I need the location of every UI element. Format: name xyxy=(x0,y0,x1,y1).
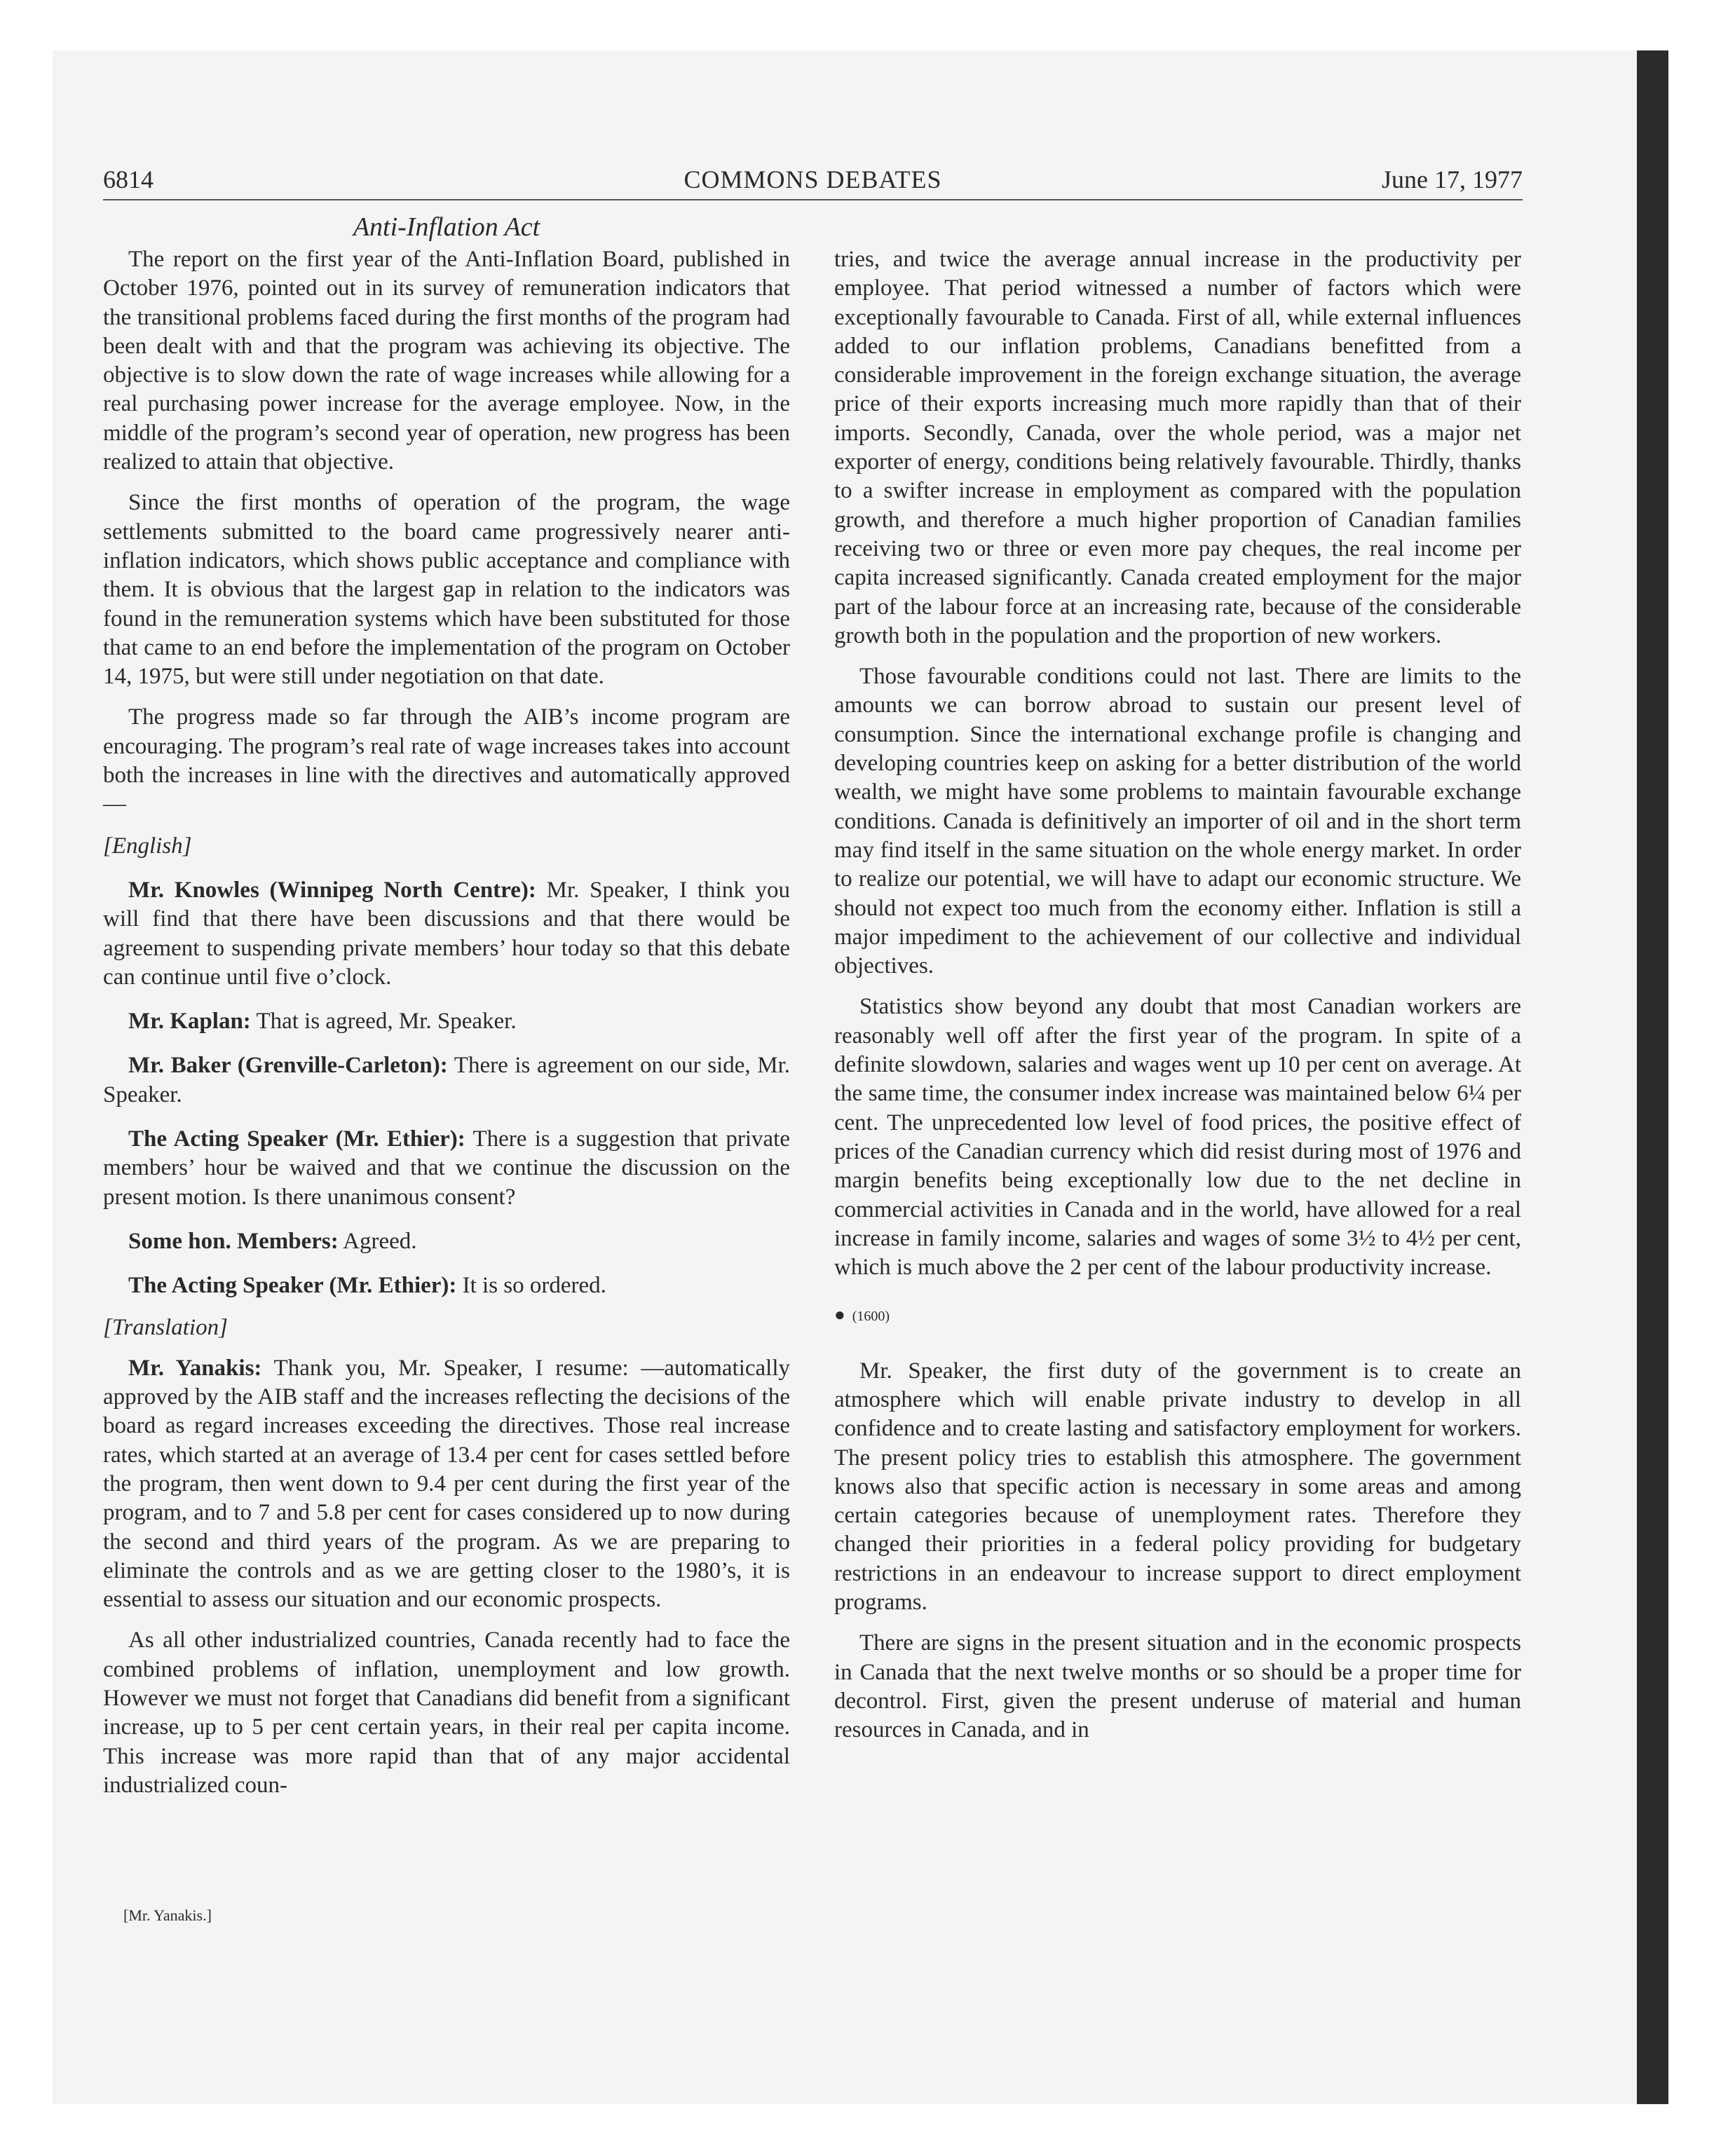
paragraph: There are signs in the present situation and in the economic prospects in Canada that the next twelve months or so should be a proper time for decontrol. First, given the present underuse of material and human resources in Canada, and in xyxy=(834,1630,1521,1743)
speaker-name: Mr. Baker (Grenville-Carleton): xyxy=(128,1053,448,1079)
speech-text: Thank you, Mr. Speaker, I resume: —automatically approved by the AIB staff and the increases reflecting the decisions of the board as regard increases exceeding the directives. Those real increase rates, which started at an average of 13.4 per cent for cases settled before the program, then went down to 9.4 per cent during the first year of the program, and to 7 and 5.8 per cent for cases considered up to now during the second and third years of the program. As we are preparing to eliminate the controls and as we are getting closer to the 1980’s, it is essential to assess our situation and our economic prospects. xyxy=(103,1355,791,1613)
speech-text: Agreed. xyxy=(338,1228,417,1254)
language-marker: [Translation] xyxy=(103,1314,228,1340)
paragraph: The report on the first year of the Anti-Inflation Board, published in October 1976, pointed out in its survey of remuneration indicators that the transitional problems faced during the first months of the program had been dealt with and that the program was achieving its objective. The objective is to slow down the rate of wage increases while allowing for a real purchasing power increase for the average employee. Now, in the middle of the program’s second year of operation, new progress has been realized to attain that objective. xyxy=(103,247,790,475)
speech-text: That is agreed, Mr. Speaker. xyxy=(250,1009,517,1035)
speech-acting-speaker xyxy=(103,1125,790,1212)
footer-speaker-note: [Mr. Yanakis.] xyxy=(123,1906,212,1924)
paragraph: The progress made so far through the AIB’s income program are encouraging. The program’s real rate of wage increases takes into account both the increases in line with the directives and automatically approved— xyxy=(103,704,790,817)
speech-text: There is agreement on our side, Mr. Speaker. xyxy=(103,1053,790,1107)
subject-title: Anti-Inflation Act xyxy=(353,212,540,242)
speaker-name: Mr. Knowles (Winnipeg North Centre): xyxy=(128,877,536,903)
bullet-icon: ● xyxy=(834,1304,845,1325)
speech-kaplan xyxy=(103,1007,790,1036)
page-number: 6814 xyxy=(103,165,154,193)
time-marker xyxy=(834,1300,1521,1331)
speaker-name: Mr. Yanakis: xyxy=(128,1355,262,1381)
left-column xyxy=(103,245,790,1812)
journal-title: COMMONS DEBATES xyxy=(683,165,942,193)
paragraph: As all other industrialized countries, Canada recently had to face the combined problems of inflation, unemployment and low growth. However we must not forget that Canadians did benefit from a significant increase, up to 5 per cent certain years, in their real per capita income. This increase was more rapid than that of any major accidental industrialized coun- xyxy=(103,1628,790,1798)
speech-text: It is so ordered. xyxy=(456,1273,606,1299)
speech-members xyxy=(103,1227,790,1256)
time-marker-text: (1600) xyxy=(852,1309,890,1325)
scan-edge-bar xyxy=(1637,50,1668,2104)
speaker-name: Mr. Kaplan: xyxy=(128,1009,251,1035)
speech-baker xyxy=(103,1051,790,1110)
speech-acting-speaker-ruling xyxy=(103,1271,790,1300)
paragraph: Since the first months of operation of the program, the wage settlements submitted to the board came progressively nearer anti-inflation indicators, which shows public acceptance and compliance with them. It is obvious that the largest gap in relation to the indicators was found in the remuneration systems which have been substituted for those that came to an end before the implementation of the program on October 14, 1975, but were still under negotiation on that date. xyxy=(103,490,790,690)
paragraph: tries, and twice the average annual increase in the productivity per employee. That period witnessed a number of factors which were exceptionally favourable to Canada. First of all, while external influences added to our inflation problems, Canadians benefitted from a considerable improvement in the foreign exchange situation, the average price of their exports increasing much more rapidly than that of their imports. Secondly, Canada, over the whole period, was a major net exporter of energy, conditions being relatively favourable. Thirdly, thanks to a swifter increase in employment as compared with the population growth, and therefore a much higher proportion of Canadian families receiving two or three or even more pay cheques, the real income per capita increased significantly. Canada created employment for the major part of the labour force at an increasing rate, because of the considerable growth both in the population and the proportion of new workers. xyxy=(834,247,1521,648)
speech-text: Mr. Speaker, I think you will find that there have been discussions and that there would be agreement to suspending private members’ hour today so that this debate can continue until five o’clock. xyxy=(103,877,790,990)
language-marker: [English] xyxy=(103,833,192,859)
paragraph: Mr. Speaker, the first duty of the government is to create an atmosphere which will enable private industry to develop in all confidence and to create lasting and satisfactory employment for workers. The present policy tries to establish this atmosphere. The government knows also that specific action is necessary in some areas and among certain categories because of unemployment rates. Therefore they changed their priorities in a federal policy providing for budgetary restrictions in an endeavour to increase support to direct employment programs. xyxy=(834,1358,1521,1616)
speaker-name: The Acting Speaker (Mr. Ethier): xyxy=(128,1126,465,1152)
paragraph: Statistics show beyond any doubt that most Canadian workers are reasonably well off after the first year of the program. In spite of a definite slowdown, salaries and wages went up 10 per cent on average. At the same time, the consumer index increase was maintained below 6¼ per cent. The unprecedented low level of food prices, the positive effect of prices of the Canadian currency which did resist during most of 1976 and margin benefits being exceptionally low due to the net decline in commercial activities in Canada and in the world, have allowed for a real increase in family income, salaries and wages of some 3½ to 4½ per cent, which is much above the 2 per cent of the labour productivity increase. xyxy=(834,994,1521,1281)
speaker-name: The Acting Speaker (Mr. Ethier): xyxy=(128,1273,457,1299)
right-column xyxy=(834,245,1521,1757)
speech-knowles xyxy=(103,876,790,992)
speech-text: There is a suggestion that private members’ hour be waived and that we continue the discussion on the present motion. Is there unanimous consent? xyxy=(103,1126,790,1210)
paragraph: Those favourable conditions could not last. There are limits to the amounts we can borrow abroad to sustain our present level of consumption. Since the international exchange profile is changing and developing countries keep on asking for a better distribution of the world wealth, we might have some problems to maintain favourable exchange conditions. Canada is definitively an importer of oil and in the short term may find itself in the same situation on the whole energy market. In order to realize our potential, we will have to adapt our economic structure. We should not expect too much from the economy either. Inflation is still a major impediment to the achievement of our collective and individual objectives. xyxy=(834,664,1521,979)
speech-yanakis xyxy=(103,1354,790,1615)
page-date: June 17, 1977 xyxy=(1382,165,1523,193)
page-header xyxy=(103,160,1523,200)
speaker-name: Some hon. Members: xyxy=(128,1228,339,1254)
